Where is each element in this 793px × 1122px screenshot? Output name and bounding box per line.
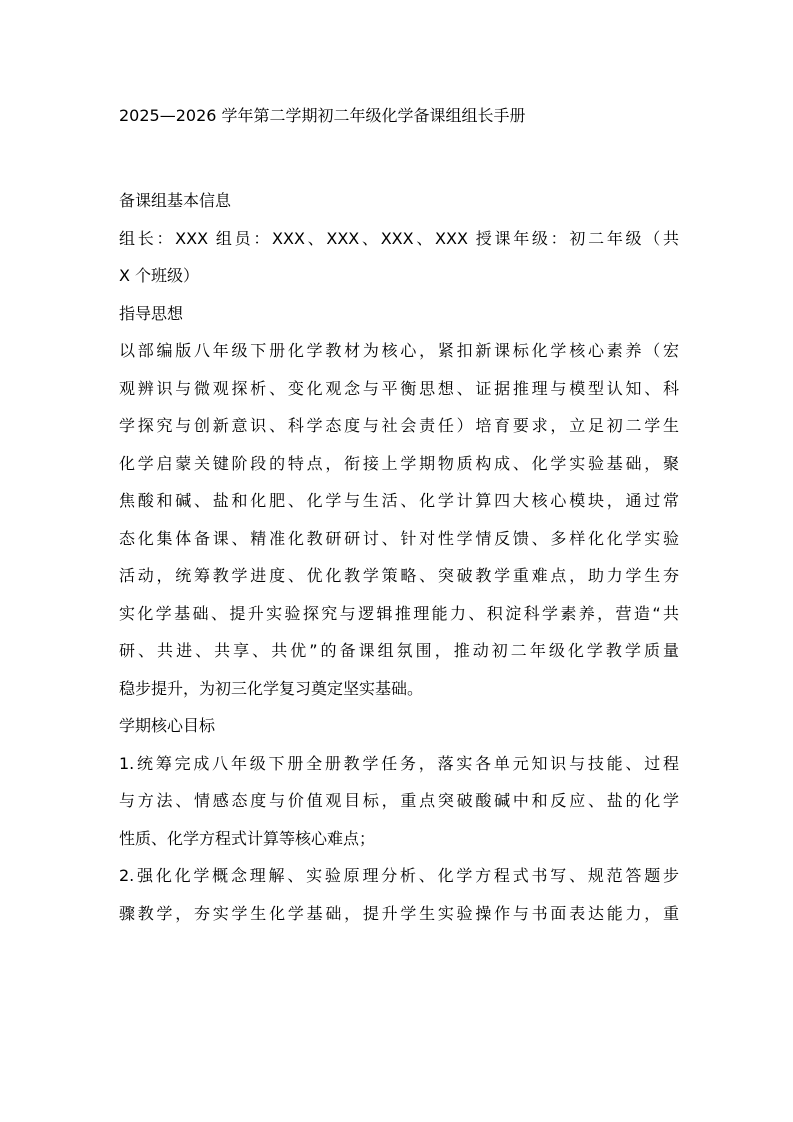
list-item-line: 性质、化学方程式计算等核心难点； [119,828,376,848]
section-heading-core-goals: 学期核心目标 [119,716,216,735]
section-heading-basic-info: 备课组基本信息 [119,191,232,210]
paragraph-line: 化学启蒙关键阶段的特点，衔接上学期物质构成、化学实验基础，聚 [119,453,679,473]
paragraph-line: 焦酸和碱、盐和化肥、化学与生活、化学计算四大核心模块，通过常 [119,491,679,510]
paragraph-line: 以部编版八年级下册化学教材为核心，紧扣新课标化学核心素养（宏 [119,341,679,360]
text-line: X 个班级） [119,266,200,285]
paragraph-line: 活动，统筹教学进度、优化教学策略、突破教学重难点，助力学生夯 [119,566,679,585]
document-body [119,182,679,932]
text-line: 组长：XXX 组员：XXX、XXX、XXX、XXX 授课年级：初二年级（共 [119,228,679,248]
list-item-line: 骤教学，夯实学生化学基础，提升学生实验操作与书面表达能力，重 [119,903,679,923]
list-item-line: 1.统筹完成八年级下册全册教学任务，落实各单元知识与技能、过程 [119,753,679,773]
paragraph-line: 研、共进、共享、共优”的备课组氛围，推动初二年级化学教学质量 [119,641,679,660]
paragraph-line: 实化学基础、提升实验探究与逻辑推理能力、积淀科学素养，营造“共 [119,603,679,623]
list-item-line: 2.强化化学概念理解、实验原理分析、化学方程式书写、规范答题步 [119,866,679,885]
list-item-line: 与方法、情感态度与价值观目标，重点突破酸碱中和反应、盐的化学 [119,791,679,810]
paragraph-line: 态化集体备课、精准化教研研讨、针对性学情反馈、多样化化学实验 [119,528,679,548]
paragraph-line: 学探究与创新意识、科学态度与社会责任）培育要求，立足初二学生 [119,416,679,435]
paragraph-line: 观辨识与微观探析、变化观念与平衡思想、证据推理与模型认知、科 [119,378,679,398]
document-title: 2025—2026 学年第二学期初二年级化学备课组组长手册 [119,106,526,125]
section-heading-guiding-ideology: 指导思想 [119,303,184,323]
paragraph-line: 稳步提升，为初三化学复习奠定坚实基础。 [119,678,424,698]
